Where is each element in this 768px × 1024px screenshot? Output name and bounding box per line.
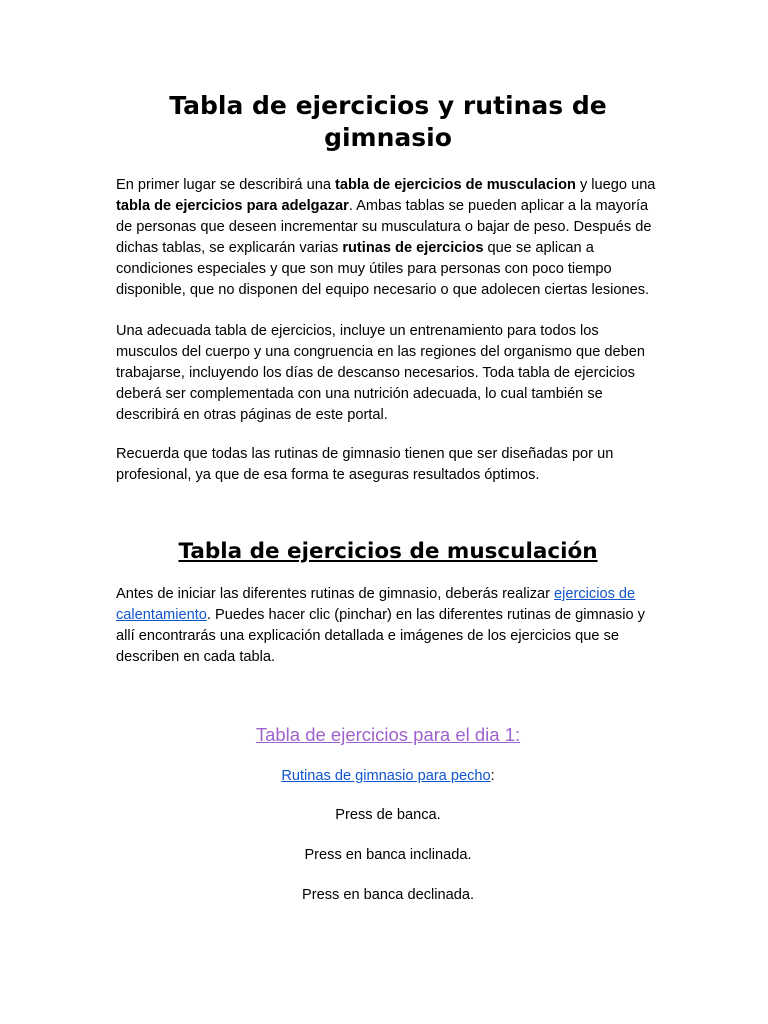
section-title: Tabla de ejercicios de musculación xyxy=(178,539,598,564)
exercise-item: Press de banca. xyxy=(335,807,441,823)
intro-bold-2: tabla de ejercicios para adelgazar xyxy=(116,198,349,214)
section-paragraph xyxy=(116,584,660,668)
intro-text-2: y luego una xyxy=(575,177,656,193)
intro-text-4: que se aplican a condiciones especiales y que son muy útiles para personas con poco tiempo disponible, que no disponen del equipo necesario o que adolecen ciertas lesiones. xyxy=(116,240,650,298)
exercise-item: Press en banca declinada. xyxy=(302,887,474,903)
warmup-link[interactable]: ejercicios de calentamiento xyxy=(116,586,636,623)
exercise-item: Press en banca inclinada. xyxy=(304,847,472,863)
chest-routine-link[interactable]: Rutinas de gimnasio para pecho xyxy=(281,768,491,784)
section-text-2: . Puedes hacer clic (pinchar) en las diferentes rutinas de gimnasio y allí encontrarás una explicación detallada e imágenes de los ejercicios que se describen en cada tabla. xyxy=(116,607,645,665)
chest-routine-line xyxy=(116,766,660,787)
paragraph-professional: Recuerda que todas las rutinas de gimnasio tienen que ser diseñadas por un profesional, ya que de esa forma te aseguras resultados óptimos. xyxy=(116,446,614,483)
intro-bold-3: rutinas de ejercicios xyxy=(342,240,484,256)
document-content xyxy=(116,90,660,906)
day-1-title: Tabla de ejercicios para el dia 1: xyxy=(255,724,521,745)
section-text-1: Antes de iniciar las diferentes rutinas de gimnasio, deberás realizar xyxy=(116,586,555,602)
paragraph-nutrition: Una adecuada tabla de ejercicios, incluye un entrenamiento para todos los musculos del cuerpo y una congruencia en las regiones del organismo que deben trabajarse, incluyendo los días de descanso necesarios. Toda tabla de ejercicios deberá ser complementada con una nutrición adecuada, lo cual también se describirá en otras páginas de este portal. xyxy=(116,323,645,423)
intro-text-1: En primer lugar se describirá una xyxy=(116,177,336,193)
page-title: Tabla de ejercicios y rutinas de gimnasio xyxy=(169,91,607,152)
intro-paragraph xyxy=(116,175,660,301)
chest-colon: : xyxy=(490,768,495,784)
intro-text-3: . Ambas tablas se pueden aplicar a la mayoría de personas que deseen incrementar su musculatura o bajar de peso. Después de dichas tablas, se explicarán varias xyxy=(116,198,652,256)
intro-bold-1: tabla de ejercicios de musculacion xyxy=(335,177,576,193)
